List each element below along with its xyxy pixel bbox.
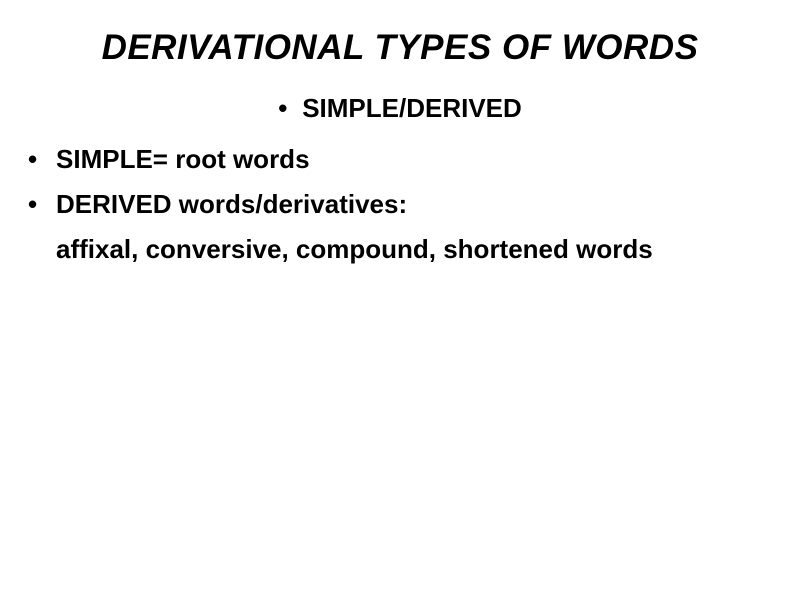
list-item	[28, 141, 772, 178]
list-item-label: SIMPLE= root words	[56, 143, 310, 174]
slide-body	[28, 90, 772, 268]
list-item	[28, 186, 772, 223]
list-item-continuation: affixal, conversive, compound, shortened words	[56, 233, 653, 264]
bullet-icon: •	[28, 188, 38, 219]
bullet-icon: •	[278, 93, 288, 123]
page-title: DERIVATIONAL TYPES OF WORDS	[101, 28, 699, 67]
bullet-icon: •	[28, 143, 38, 174]
list-item-label: SIMPLE/DERIVED	[302, 93, 522, 123]
list-item	[28, 90, 772, 127]
list-item-label: DERIVED words/derivatives:	[56, 188, 408, 219]
